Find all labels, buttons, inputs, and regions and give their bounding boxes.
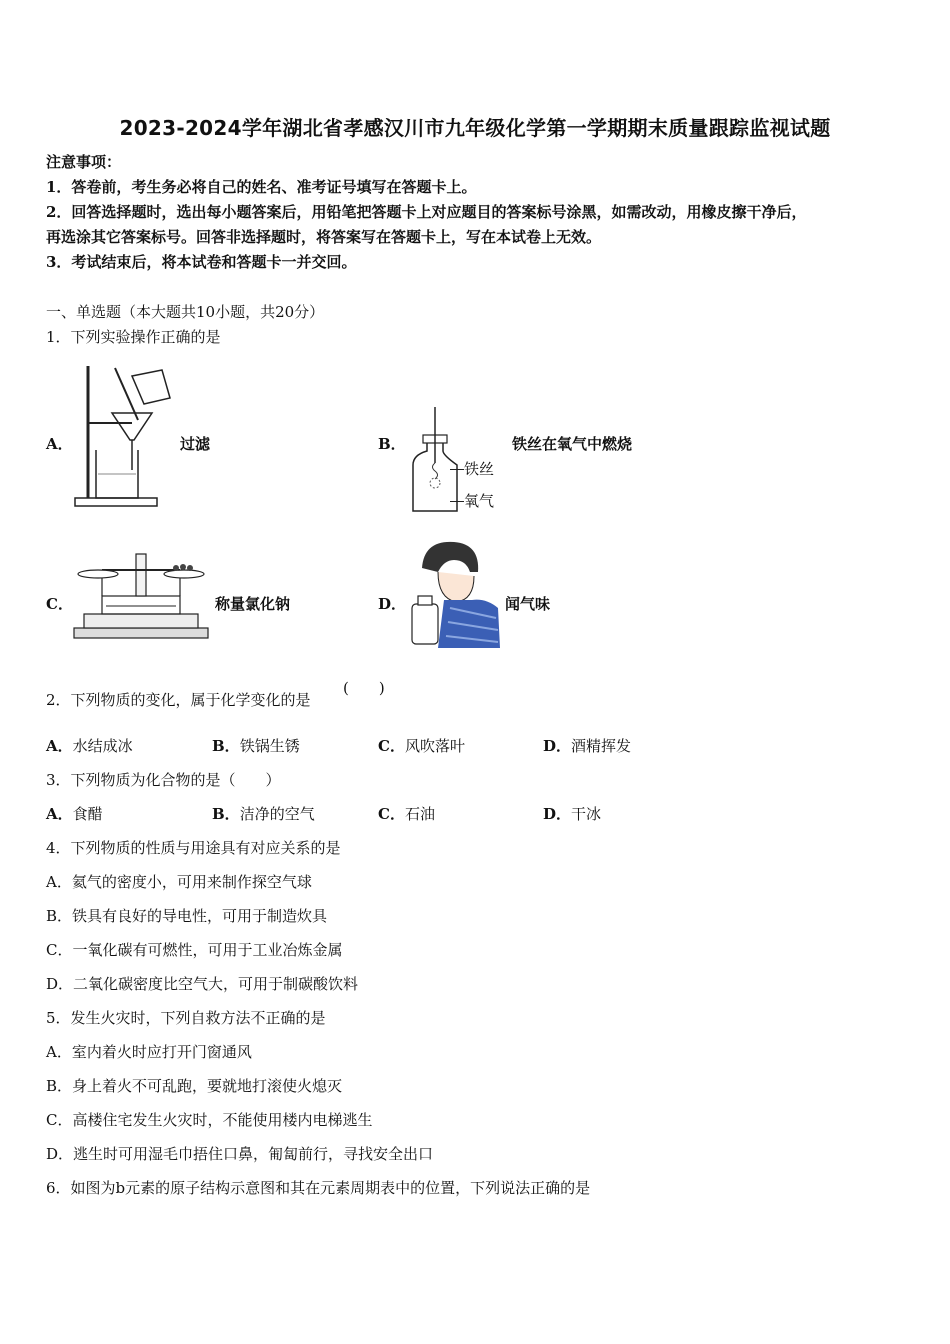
notice-item-3: 3．考试结束后，将本试卷和答题卡一并交回。 bbox=[46, 253, 357, 271]
q1-option-b-label: B． bbox=[378, 435, 406, 453]
q1-option-c-label: C． bbox=[46, 595, 73, 613]
q3-option-d: D．干冰 bbox=[543, 805, 602, 823]
pointer-line bbox=[450, 469, 464, 470]
q1-option-a-label: A． bbox=[46, 435, 73, 453]
q1-option-c-text: 称量氯化钠 bbox=[215, 595, 291, 613]
q2-option-a: A．水结成冰 bbox=[46, 737, 133, 755]
q4-stem: 4．下列物质的性质与用途具有对应关系的是 bbox=[46, 839, 341, 857]
q3-option-a: A．食醋 bbox=[46, 805, 103, 823]
page-title: 2023-2024学年湖北省孝感汉川市九年级化学第一学期期末质量跟踪监视试题 bbox=[119, 116, 831, 140]
balance-scale-figure bbox=[72, 548, 212, 643]
q1-option-d-text: 闻气味 bbox=[505, 595, 551, 613]
q5-stem: 5．发生火灾时，下列自救方法不正确的是 bbox=[46, 1009, 326, 1027]
q2-answer-paren: ( ) bbox=[343, 679, 385, 697]
q3-stem: 3．下列物质为化合物的是（ ） bbox=[46, 771, 281, 789]
q4-option-b: B．铁具有良好的导电性，可用于制造炊具 bbox=[46, 907, 328, 925]
q1-option-b-text: 铁丝在氧气中燃烧 bbox=[512, 435, 633, 453]
q4-option-d: D．二氧化碳密度比空气大，可用于制碳酸饮料 bbox=[46, 975, 359, 993]
smelling-gas-figure bbox=[408, 538, 500, 648]
notice-item-2: 2．回答选择题时，选出每小题答案后，用铅笔把答题卡上对应题目的答案标号涂黑，如需改动，用橡皮擦干净后， bbox=[46, 203, 807, 221]
q1-option-d-label: D． bbox=[378, 595, 407, 613]
q3-option-c: C．石油 bbox=[378, 805, 435, 823]
oxygen-label: 氧气 bbox=[450, 491, 494, 511]
q4-option-a: A．氦气的密度小，可用来制作探空气球 bbox=[46, 873, 312, 891]
pointer-line bbox=[450, 501, 464, 502]
q2-option-c: C．风吹落叶 bbox=[378, 737, 465, 755]
notice-heading: 注意事项： bbox=[46, 153, 122, 171]
q4-option-c: C．一氧化碳有可燃性，可用于工业冶炼金属 bbox=[46, 941, 343, 959]
q6-stem: 6．如图为b元素的原子结构示意图和其在元素周期表中的位置，下列说法正确的是 bbox=[46, 1179, 591, 1197]
q3-option-b: B．洁净的空气 bbox=[212, 805, 315, 823]
q5-option-d: D．逃生时可用湿毛巾捂住口鼻，匍匐前行，寻找安全出口 bbox=[46, 1145, 434, 1163]
section-heading: 一、单选题（本大题共10小题，共20分） bbox=[46, 303, 325, 321]
q1-stem: 1．下列实验操作正确的是 bbox=[46, 328, 221, 346]
q2-option-b: B．铁锅生锈 bbox=[212, 737, 300, 755]
iron-wire-label: 铁丝 bbox=[450, 459, 494, 479]
q2-option-d: D．酒精挥发 bbox=[543, 737, 632, 755]
notice-item-1: 1．答卷前，考生务必将自己的姓名、准考证号填写在答题卡上。 bbox=[46, 178, 477, 196]
filtration-apparatus-figure bbox=[70, 358, 180, 510]
q2-stem: 2．下列物质的变化，属于化学变化的是 bbox=[46, 691, 311, 709]
q1-option-a-text: 过滤 bbox=[180, 435, 211, 453]
notice-item-2-cont: 再选涂其它答案标号。回答非选择题时，将答案写在答题卡上，写在本试卷上无效。 bbox=[46, 228, 602, 246]
q5-option-b: B．身上着火不可乱跑，要就地打滚使火熄灭 bbox=[46, 1077, 343, 1095]
q5-option-a: A．室内着火时应打开门窗通风 bbox=[46, 1043, 252, 1061]
q5-option-c: C．高楼住宅发生火灾时，不能使用楼内电梯逃生 bbox=[46, 1111, 373, 1129]
